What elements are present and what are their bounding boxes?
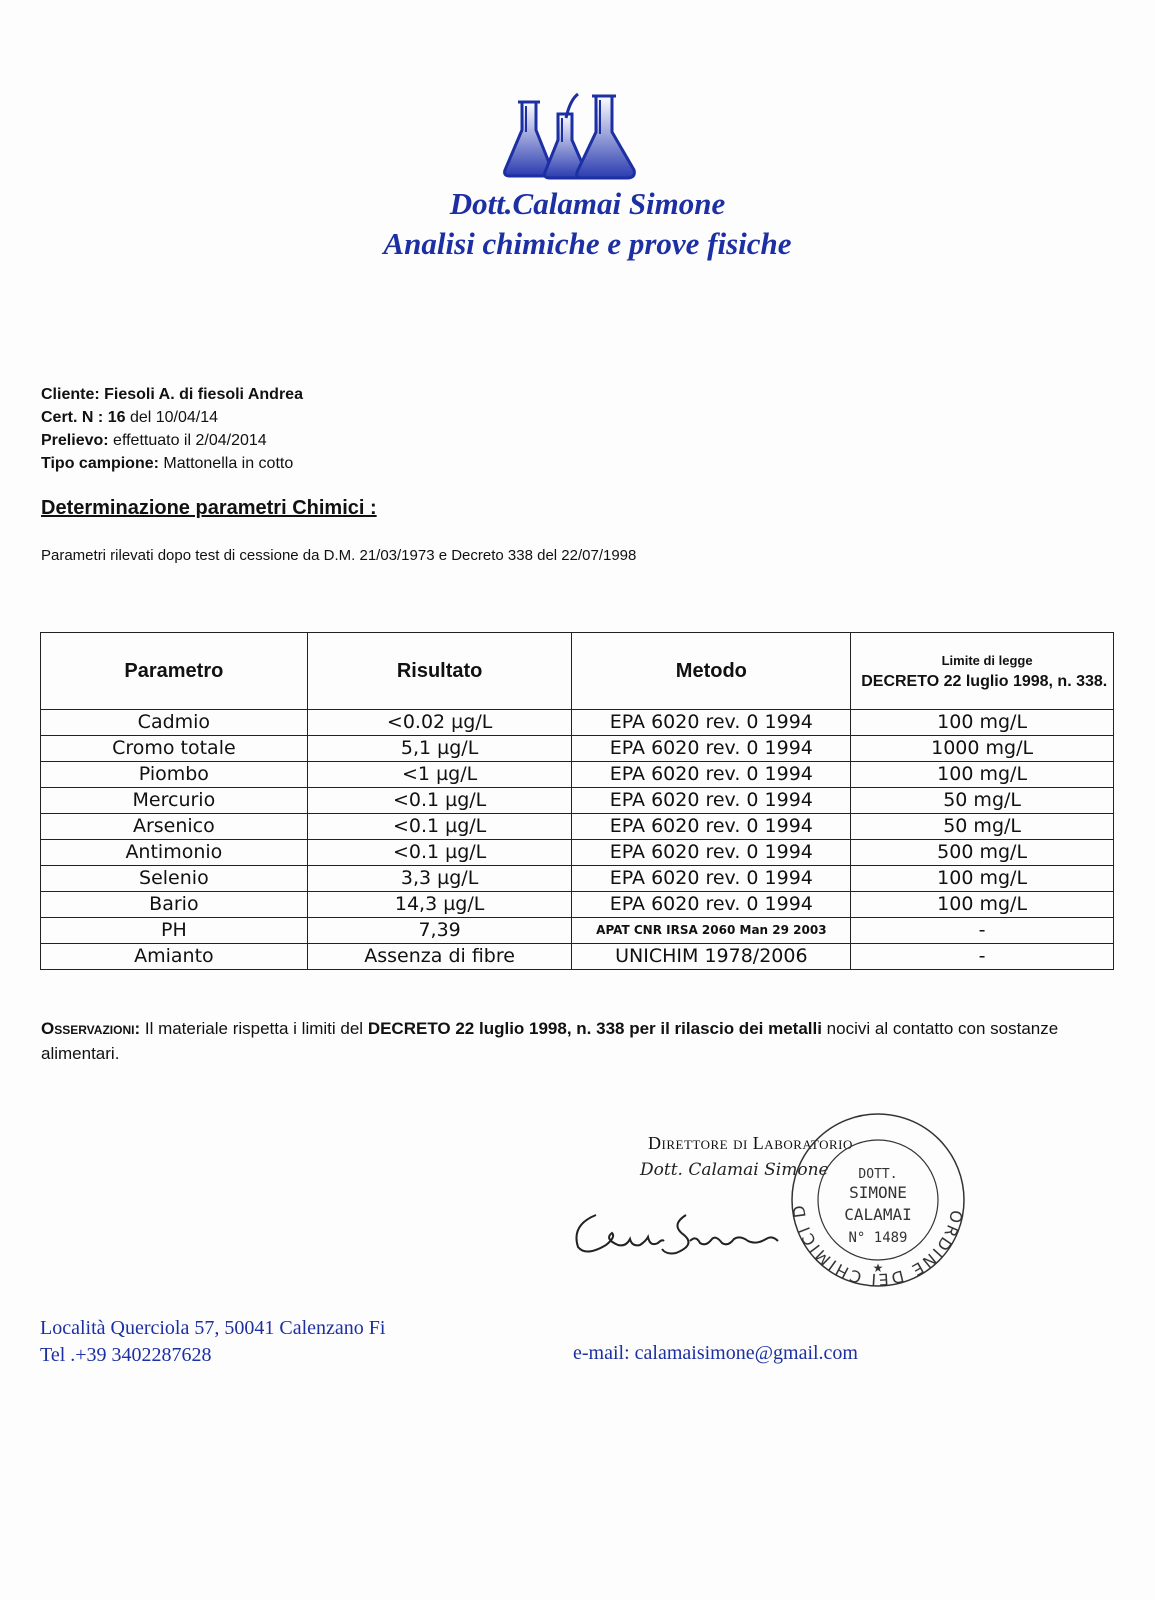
param-note: Parametri rilevati dopo test di cessione da D.M. 21/03/1973 e Decreto 338 del 22/07/1998 (41, 547, 637, 564)
table-row (41, 944, 1114, 970)
tipo-label: Tipo campione: (41, 455, 159, 472)
cert-date: del 10/04/14 (129, 409, 219, 426)
cell-metodo: EPA 6020 rev. 0 1994 (572, 840, 851, 866)
cert-line (41, 406, 303, 429)
cert-number: 16 (107, 409, 126, 426)
footer-tel: Tel .+39 3402287628 (40, 1344, 212, 1366)
cell-metodo: EPA 6020 rev. 0 1994 (572, 788, 851, 814)
prelievo-value: effettuato il 2/04/2014 (113, 432, 267, 449)
cell-parametro: PH (41, 918, 308, 944)
cell-limite: 50 mg/L (851, 814, 1114, 840)
cell-risultato: <1 µg/L (307, 762, 572, 788)
table-row (41, 710, 1114, 736)
cell-risultato: 5,1 µg/L (307, 736, 572, 762)
table-row (41, 892, 1114, 918)
stamp-outer-text: ORDINE DEI CHIMICI D (788, 1202, 967, 1290)
cell-metodo: EPA 6020 rev. 0 1994 (572, 736, 851, 762)
cell-limite: 50 mg/L (851, 788, 1114, 814)
brand-name: Dott.Calamai Simone (449, 186, 726, 221)
handwritten-signature (566, 1195, 786, 1265)
cell-parametro: Selenio (41, 866, 308, 892)
table-row (41, 788, 1114, 814)
cell-parametro: Mercurio (41, 788, 308, 814)
cell-risultato: 14,3 µg/L (307, 892, 572, 918)
footer-address: Località Querciola 57, 50041 Calenzano Fi (40, 1317, 386, 1339)
observations-text-bold: DECRETO 22 luglio 1998, n. 338 per il rilascio dei metalli (367, 1019, 822, 1038)
cert-label: Cert. N : (41, 409, 104, 426)
cell-limite: 100 mg/L (851, 892, 1114, 918)
stamp-line2: SIMONE (849, 1183, 907, 1202)
stamp-line3: CALAMAI (844, 1205, 912, 1224)
section-title: Determinazione parametri Chimici : (41, 497, 377, 519)
cell-metodo: APAT CNR IRSA 2060 Man 29 2003 (572, 918, 851, 944)
cliente-line (41, 383, 303, 406)
svg-text:★: ★ (872, 1261, 884, 1275)
header-parametro: Parametro (41, 633, 308, 710)
cell-metodo: UNICHIM 1978/2006 (572, 944, 851, 970)
table-header-row (41, 633, 1114, 710)
table-row (41, 840, 1114, 866)
tipo-value: Mattonella in cotto (163, 455, 294, 472)
cell-parametro: Cadmio (41, 710, 308, 736)
table-row (41, 736, 1114, 762)
cell-metodo: EPA 6020 rev. 0 1994 (572, 866, 851, 892)
header-risultato: Risultato (307, 633, 572, 710)
tipo-line (41, 452, 303, 475)
cell-limite: - (851, 944, 1114, 970)
cell-risultato: <0.1 µg/L (307, 788, 572, 814)
cell-limite: - (851, 918, 1114, 944)
cell-limite: 100 mg/L (851, 866, 1114, 892)
cell-limite: 100 mg/L (851, 762, 1114, 788)
cell-metodo: EPA 6020 rev. 0 1994 (572, 892, 851, 918)
cell-parametro: Piombo (41, 762, 308, 788)
table-row (41, 762, 1114, 788)
cell-risultato: <0.1 µg/L (307, 814, 572, 840)
cell-parametro: Cromo totale (41, 736, 308, 762)
stamp-line1: DOTT. (858, 1167, 898, 1182)
stamp-line4: N° 1489 (848, 1230, 908, 1246)
cliente-label: Cliente: (41, 386, 100, 403)
cell-risultato: 3,3 µg/L (307, 866, 572, 892)
cell-parametro: Bario (41, 892, 308, 918)
cell-risultato: <0.02 µg/L (307, 710, 572, 736)
cell-parametro: Antimonio (41, 840, 308, 866)
cell-risultato: <0.1 µg/L (307, 840, 572, 866)
prelievo-label: Prelievo: (41, 432, 109, 449)
cell-limite: 1000 mg/L (851, 736, 1114, 762)
cell-risultato: Assenza di fibre (307, 944, 572, 970)
results-table (40, 632, 1114, 970)
header-limite-small: Limite di legge (941, 653, 1033, 668)
cell-metodo: EPA 6020 rev. 0 1994 (572, 762, 851, 788)
observations-text-a: Il materiale rispetta i limiti del (140, 1019, 368, 1038)
footer-contact (40, 1315, 385, 1369)
observations (41, 1016, 1116, 1066)
footer-email: e-mail: calamaisimone@gmail.com (573, 1342, 858, 1364)
cell-parametro: Amianto (41, 944, 308, 970)
table-row (41, 866, 1114, 892)
header-metodo: Metodo (572, 633, 851, 710)
cell-limite: 100 mg/L (851, 710, 1114, 736)
cliente-value: Fiesoli A. di fiesoli Andrea (104, 386, 303, 403)
official-seal-stamp (788, 1110, 968, 1290)
header-limite-main: DECRETO 22 luglio 1998, n. 338. (861, 673, 1108, 690)
cell-parametro: Arsenico (41, 814, 308, 840)
observations-text-b: nocivi al contatto con sostanze alimentari. (41, 1019, 1059, 1063)
director-title: Direttore di Laboratorio (648, 1133, 853, 1153)
cell-metodo: EPA 6020 rev. 0 1994 (572, 710, 851, 736)
lab-flasks-icon (500, 92, 650, 182)
observations-label: Osservazioni: (41, 1019, 141, 1038)
table-row (41, 918, 1114, 944)
cell-limite: 500 mg/L (851, 840, 1114, 866)
prelievo-line (41, 429, 303, 452)
header-limite (851, 633, 1114, 710)
director-name: Dott. Calamai Simone (640, 1160, 829, 1180)
table-row (41, 814, 1114, 840)
cell-metodo: EPA 6020 rev. 0 1994 (572, 814, 851, 840)
cell-risultato: 7,39 (307, 918, 572, 944)
brand-subtitle: Analisi chimiche e prove fisiche (383, 226, 792, 261)
client-info (41, 383, 303, 475)
